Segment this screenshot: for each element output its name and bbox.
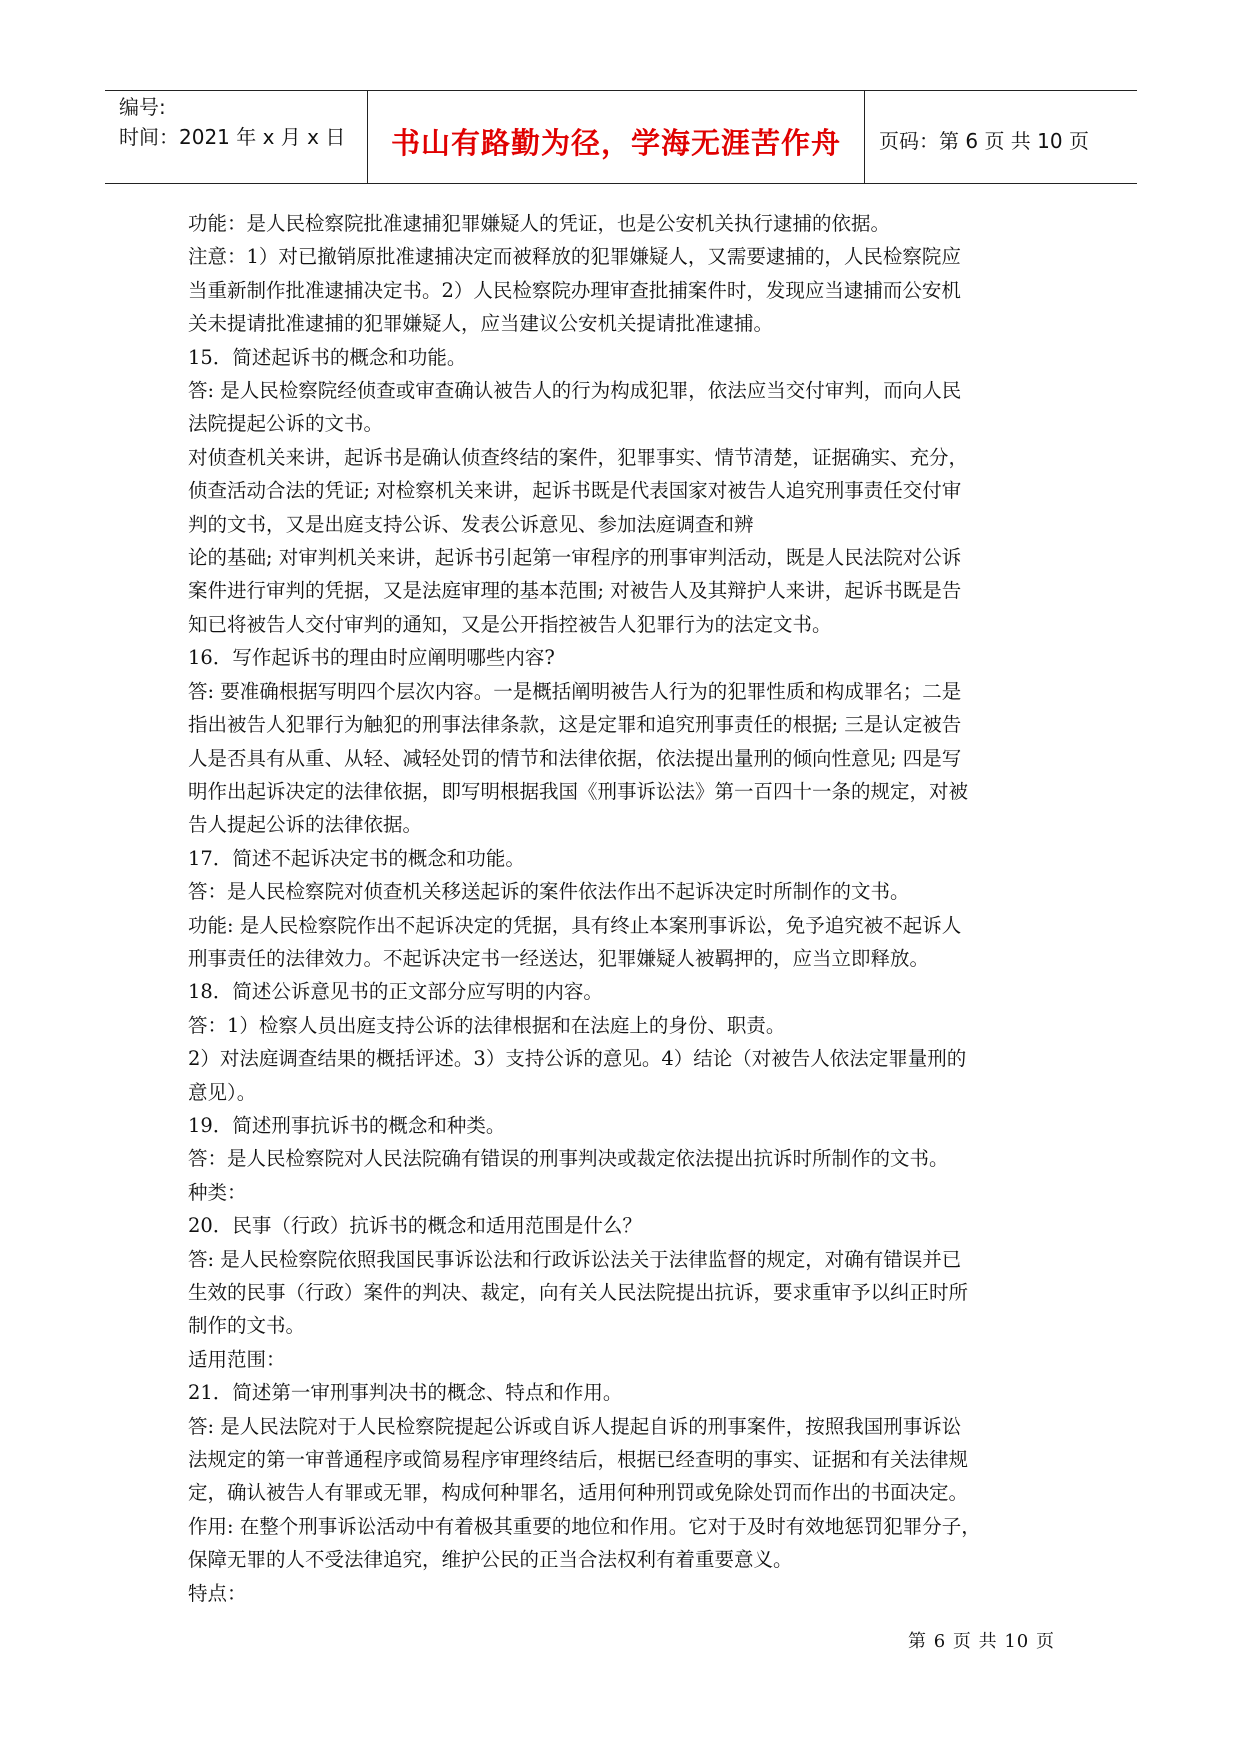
body-line: 21．简述第一审刑事判决书的概念、特点和作用。	[188, 1381, 623, 1405]
document-body	[188, 207, 1068, 1610]
body-line: 当重新制作批准逮捕决定书。2）人民检察院办理审查批捕案件时，发现应当逮捕而公安机	[188, 278, 961, 302]
body-line: 定，确认被告人有罪或无罪，构成何种罪名，适用何种刑罚或免除处罚而作出的书面决定。	[188, 1481, 969, 1505]
body-line: 意见）。	[188, 1080, 257, 1104]
body-line: 17．简述不起诉决定书的概念和功能。	[188, 846, 525, 870]
body-line: 人是否具有从重、从轻、减轻处罚的情节和法律依据，依法提出量刑的倾向性意见; 四是写	[188, 746, 962, 770]
body-line: 案件进行审判的凭据，又是法庭审理的基本范围; 对被告人及其辩护人来讲，起诉书既是告	[188, 579, 962, 603]
body-line: 生效的民事（行政）案件的判决、裁定，向有关人民法院提出抗诉，要求重审予以纠正时所	[188, 1281, 969, 1304]
body-line: 论的基础; 对审判机关来讲，起诉书引起第一审程序的刑事审判活动，既是人民法院对公诉	[188, 546, 962, 570]
body-line: 15．简述起诉书的概念和功能。	[188, 345, 467, 369]
body-line: 答：1）检察人员出庭支持公诉的法律根据和在法庭上的身份、职责。	[188, 1013, 786, 1037]
body-line: 知已将被告人交付审判的通知，又是公开指控被告人犯罪行为的法定文书。	[188, 612, 832, 636]
body-line: 特点：	[188, 1581, 247, 1605]
body-line: 明作出起诉决定的法律依据，即写明根据我国《刑事诉讼法》第一百四十一条的规定，对被	[188, 779, 969, 803]
body-line: 刑事责任的法律效力。不起诉决定书一经送达，犯罪嫌疑人被羁押的，应当立即释放。	[188, 946, 930, 970]
page-footer: 第 6 页 共 10 页	[908, 1631, 1055, 1652]
body-line: 功能：是人民检察院批准逮捕犯罪嫌疑人的凭证，也是公安机关执行逮捕的依据。	[188, 212, 891, 235]
body-line: 16．写作起诉书的理由时应阐明哪些内容?	[188, 646, 555, 670]
body-line: 对侦查机关来讲，起诉书是确认侦查终结的案件，犯罪事实、情节清楚，证据确实、充分，	[188, 445, 969, 469]
body-line: 制作的文书。	[188, 1314, 306, 1338]
body-line: 关未提请批准逮捕的犯罪嫌疑人，应当建议公安机关提请批准逮捕。	[188, 312, 774, 336]
body-line: 答：是人民检察院对侦查机关移送起诉的案件依法作出不起诉决定时所制作的文书。	[188, 880, 910, 904]
body-line: 20．民事（行政）抗诉书的概念和适用范围是什么？	[188, 1214, 642, 1238]
body-line: 保障无罪的人不受法律追究，维护公民的正当合法权利有着重要意义。	[188, 1548, 793, 1572]
body-line: 侦查活动合法的凭证; 对检察机关来讲，起诉书既是代表国家对被告人追究刑事责任交付审	[188, 479, 962, 503]
body-line: 适用范围：	[188, 1347, 286, 1371]
body-line: 2）对法庭调查结果的概括评述。3）支持公诉的意见。4）结论（对被告人依法定罪量刑的	[188, 1047, 967, 1071]
body-line: 法规定的第一审普通程序或简易程序审理终结后，根据已经查明的事实、证据和有关法律规	[188, 1448, 969, 1472]
body-line: 答: 要准确根据写明四个层次内容。一是概括阐明被告人行为的犯罪性质和构成罪名；二是	[188, 679, 962, 703]
body-line: 注意：1）对已撤销原批准逮捕决定而被释放的犯罪嫌疑人，又需要逮捕的，人民检察院应	[188, 245, 961, 269]
body-line: 18．简述公诉意见书的正文部分应写明的内容。	[188, 980, 603, 1004]
body-line: 19．简述刑事抗诉书的概念和种类。	[188, 1113, 506, 1137]
body-line: 答：是人民检察院对人民法院确有错误的刑事判决或裁定依法提出抗诉时所制作的文书。	[188, 1147, 949, 1171]
body-line: 法院提起公诉的文书。	[188, 412, 384, 436]
body-line: 功能: 是人民检察院作出不起诉决定的凭据，具有终止本案刑事诉讼，免予追究被不起诉人	[188, 913, 962, 937]
body-line: 指出被告人犯罪行为触犯的刑事法律条款，这是定罪和追究刑事责任的根据; 三是认定被告	[188, 713, 962, 737]
body-line: 答: 是人民检察院经侦查或审查确认被告人的行为构成犯罪，依法应当交付审判，而向人民	[188, 379, 962, 403]
header-motto-cell	[368, 91, 865, 183]
body-line: 答: 是人民法院对于人民检察院提起公诉或自诉人提起自诉的刑事案件，按照我国刑事诉讼	[188, 1414, 962, 1438]
page-header	[105, 90, 1137, 184]
header-motto: 书山有路勤为径，学海无涯苦作舟	[390, 126, 841, 160]
body-line: 作用: 在整个刑事诉讼活动中有着极其重要的地位和作用。它对于及时有效地惩罚犯罪分子，	[188, 1514, 981, 1538]
document-code-label: 编号:	[119, 95, 166, 119]
header-info-cell	[105, 91, 368, 183]
header-page-code: 页码：第 6 页 共 10 页	[879, 129, 1089, 153]
body-line: 答: 是人民检察院依照我国民事诉讼法和行政诉讼法关于法律监督的规定，对确有错误并已	[188, 1247, 962, 1271]
body-line: 种类：	[188, 1180, 247, 1204]
header-page-cell	[865, 91, 1137, 183]
document-time: 时间：2021 年 x 月 x 日	[119, 125, 346, 149]
body-line: 判的文书，又是出庭支持公诉、发表公诉意见、参加法庭调查和辨	[188, 512, 754, 536]
body-line: 告人提起公诉的法律依据。	[188, 813, 423, 837]
